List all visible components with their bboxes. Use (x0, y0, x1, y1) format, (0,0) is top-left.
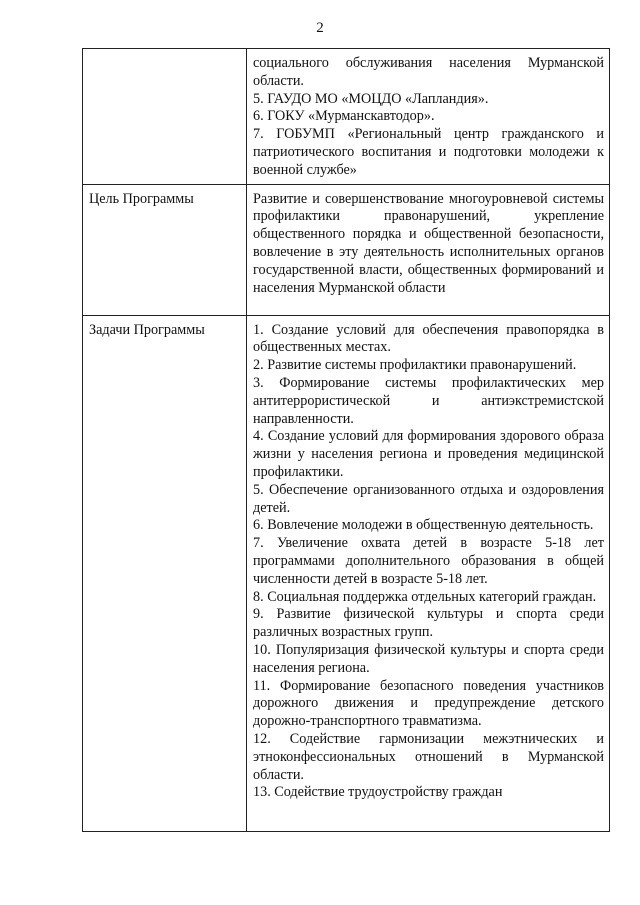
task-item: 6. Вовлечение молодежи в общественную деятельность. (253, 517, 594, 534)
content-line: социального обслуживания населения Мурманской области. (253, 55, 604, 89)
content-line: 5. ГАУДО МО «МОЦДО «Лапландия». (253, 90, 489, 107)
task-item: 2. Развитие системы профилактики правонарушений. (253, 357, 577, 374)
task-item: 11. Формирование безопасного поведения участников дорожного движения и предупреждение детского дорожно-транспортного травматизма. (253, 677, 604, 730)
row-content-goal (247, 184, 610, 315)
table-row-executors-continued (83, 49, 610, 185)
task-item: 9. Развитие физической культуры и спорта среди различных возрастных групп. (253, 606, 604, 641)
row-content (247, 49, 610, 185)
task-item: 10. Популяризация физической культуры и спорта среди населения региона. (253, 641, 604, 676)
content-line: Развитие и совершенствование многоуровневой системы профилактики правонарушений, укрепление общественного порядка и общественной безопасности, вовлечение в эту деятельность исполнительных органов государственной власти, общественных формирований и населения Мурманской области (253, 190, 604, 296)
content-line: 6. ГОКУ «Мурманскавтодор». (253, 108, 435, 125)
content-line: 7. ГОБУМП «Региональный центр гражданского и патриотического воспитания и подготовки молодежи к военной службе» (253, 126, 604, 178)
page-number: 2 (316, 20, 324, 36)
task-item: 1. Создание условий для обеспечения правопорядка в общественных местах. (253, 321, 604, 356)
task-item: 13. Содействие трудоустройству граждан (253, 784, 503, 801)
task-item: 7. Увеличение охвата детей в возрасте 5-18 лет программами дополнительного образования в общей численности детей в возрасте 5-18 лет. (253, 535, 604, 587)
task-item: 8. Социальная поддержка отдельных категорий граждан. (253, 588, 597, 605)
table-row-goal (83, 184, 610, 315)
task-item: 3. Формирование системы профилактических мер антитеррористической и антиэкстремистской направленности. (253, 374, 604, 427)
program-passport-table (82, 48, 610, 832)
task-item: 4. Создание условий для формирования здорового образа жизни у населения региона и проведения медицинской профилактики. (253, 428, 604, 480)
task-item: 12. Содействие гармонизации межэтнических и этноконфессиональных отношений в Мурманской области. (253, 730, 604, 783)
row-label-goal: Цель Программы (83, 184, 247, 315)
table-row-tasks (83, 315, 610, 831)
row-label-tasks: Задачи Программы (83, 315, 247, 831)
row-label (83, 49, 247, 185)
row-content-tasks (247, 315, 610, 831)
task-item: 5. Обеспечение организованного отдыха и оздоровления детей. (253, 481, 604, 516)
